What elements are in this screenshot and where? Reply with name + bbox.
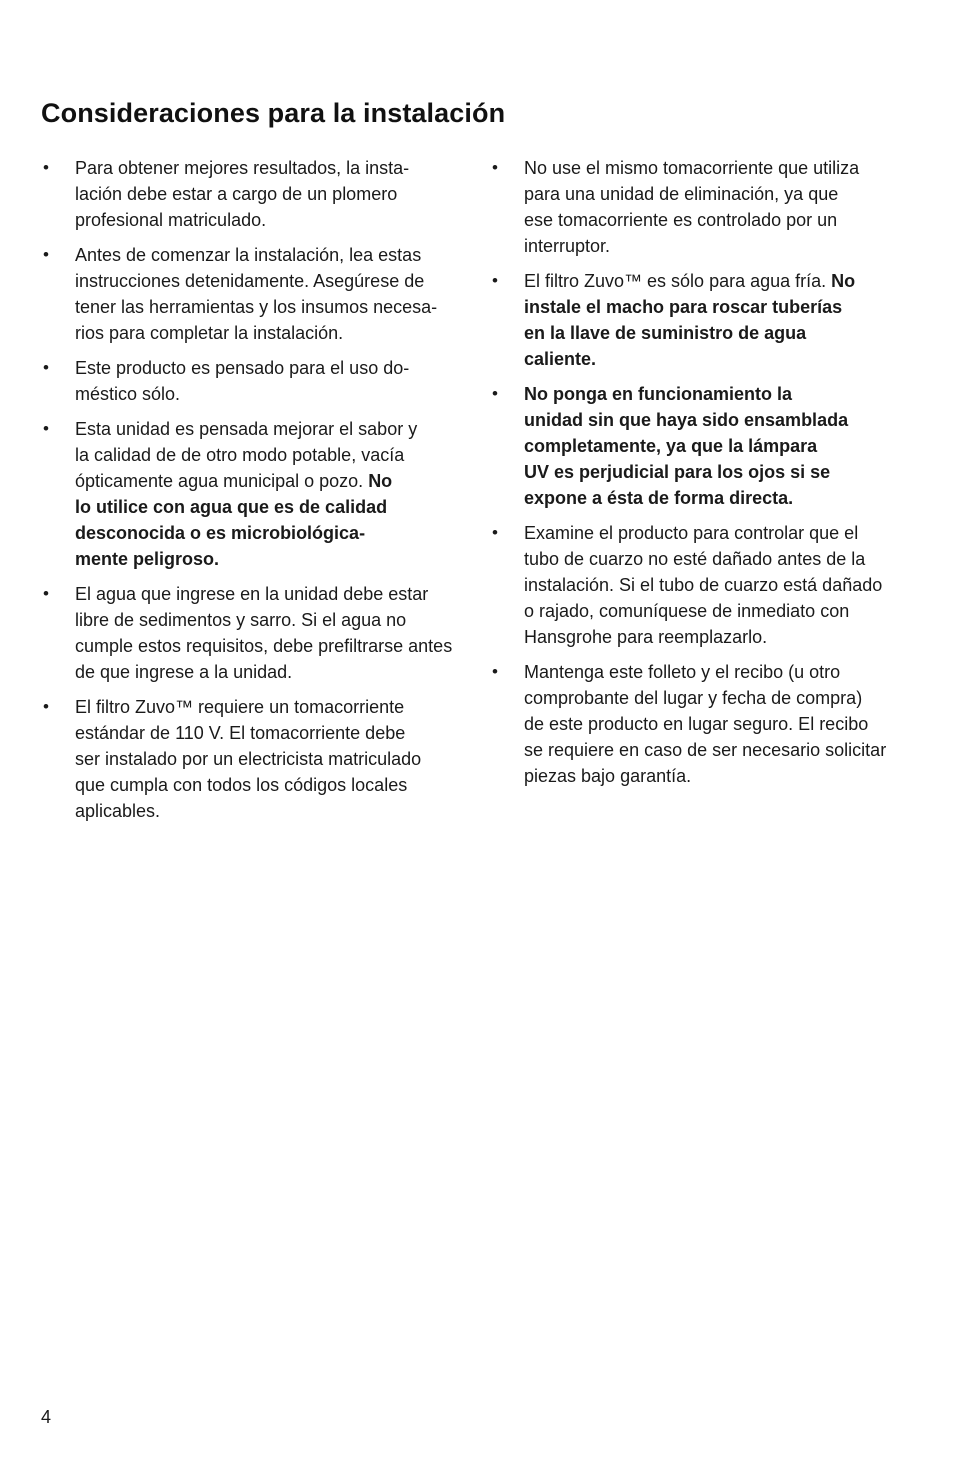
- page-title: Consideraciones para la instalación: [41, 98, 506, 128]
- bullet-icon: •: [43, 584, 49, 603]
- list-item: [490, 659, 915, 789]
- list-item: [41, 694, 466, 824]
- list-item: [41, 155, 466, 233]
- list-item-text: [75, 694, 466, 824]
- list-item: [490, 520, 915, 650]
- bullet-icon: •: [43, 245, 49, 264]
- bullet-icon: •: [492, 384, 498, 403]
- list-item-text: [75, 355, 466, 407]
- list-item: [41, 242, 466, 346]
- bullet-icon: •: [43, 697, 49, 716]
- left-column-list: [41, 155, 466, 833]
- list-item: [490, 381, 915, 511]
- list-item-text: [524, 520, 915, 650]
- list-item-normal-text: El agua que ingrese en la unidad debe estar libre de sedimentos y sarro. Si el agua no cumple estos requisitos, debe prefiltrarse antes de que ingrese a la unidad.: [75, 584, 453, 682]
- list-item-text: [524, 659, 915, 789]
- list-item-normal-text: Mantenga este folleto y el recibo (u otro comprobante del lugar y fecha de compra) de este producto en lugar seguro. El recibo se requiere en caso de ser necesario solicitar piezas bajo garantía.: [524, 662, 887, 786]
- list-item-bold-text: No instale el macho para roscar tuberías en la llave de suministro de agua caliente.: [524, 271, 856, 369]
- bullet-icon: •: [43, 419, 49, 438]
- right-column-list: [490, 155, 915, 798]
- list-item-text: [524, 155, 915, 259]
- bullet-icon: •: [492, 523, 498, 542]
- list-item-normal-text: Antes de comenzar la instalación, lea estas instrucciones detenidamente. Asegúrese de tener las herramientas y los insumos necesa- rios para completar la instalación.: [75, 245, 438, 343]
- page-number: 4: [41, 1407, 52, 1427]
- list-item-normal-text: Examine el producto para controlar que el tubo de cuarzo no esté dañado antes de la instalación. Si el tubo de cuarzo está dañado o rajado, comuníquese de inmediato con Hansgrohe para reemplazarlo.: [524, 523, 883, 647]
- list-item-bold-text: No ponga en funcionamiento la unidad sin que haya sido ensamblada completamente, ya que la lámpara UV es perjudicial para los ojos si se expone a ésta de forma directa.: [524, 384, 849, 508]
- bullet-icon: •: [492, 158, 498, 177]
- list-item-normal-text: No use el mismo tomacorriente que utiliza para una unidad de eliminación, ya que ese tomacorriente es controlado por un interruptor.: [524, 158, 860, 256]
- list-item-normal-text: El filtro Zuvo™ requiere un tomacorriente estándar de 110 V. El tomacorriente debe ser instalado por un electricista matriculado que cumpla con todos los códigos locales aplicables.: [75, 697, 422, 821]
- list-item: [41, 581, 466, 685]
- list-item-normal-text: Para obtener mejores resultados, la insta- lación debe estar a cargo de un plomero profesional matriculado.: [75, 158, 410, 230]
- list-item-text: [75, 242, 466, 346]
- list-item-text: [75, 416, 466, 572]
- list-item: [490, 155, 915, 259]
- list-item: [41, 416, 466, 572]
- list-item-normal-text: Este producto es pensado para el uso do- méstico sólo.: [75, 358, 410, 404]
- list-item-text: [524, 268, 915, 372]
- list-item-text: [524, 381, 915, 511]
- bullet-icon: •: [492, 271, 498, 290]
- bullet-icon: •: [43, 358, 49, 377]
- list-item-bold-text: No lo utilice con agua que es de calidad desconocida o es microbiológica- mente peligroso.: [75, 471, 393, 569]
- list-item: [41, 355, 466, 407]
- bullet-icon: •: [492, 662, 498, 681]
- bullet-icon: •: [43, 158, 49, 177]
- list-item: [490, 268, 915, 372]
- list-item-normal-text: Esta unidad es pensada mejorar el sabor y la calidad de de otro modo potable, vacía ópticamente agua municipal o pozo.: [75, 419, 418, 491]
- list-item-text: [75, 581, 466, 685]
- list-item-normal-text: El filtro Zuvo™ es sólo para agua fría.: [524, 271, 832, 291]
- list-item-text: [75, 155, 466, 233]
